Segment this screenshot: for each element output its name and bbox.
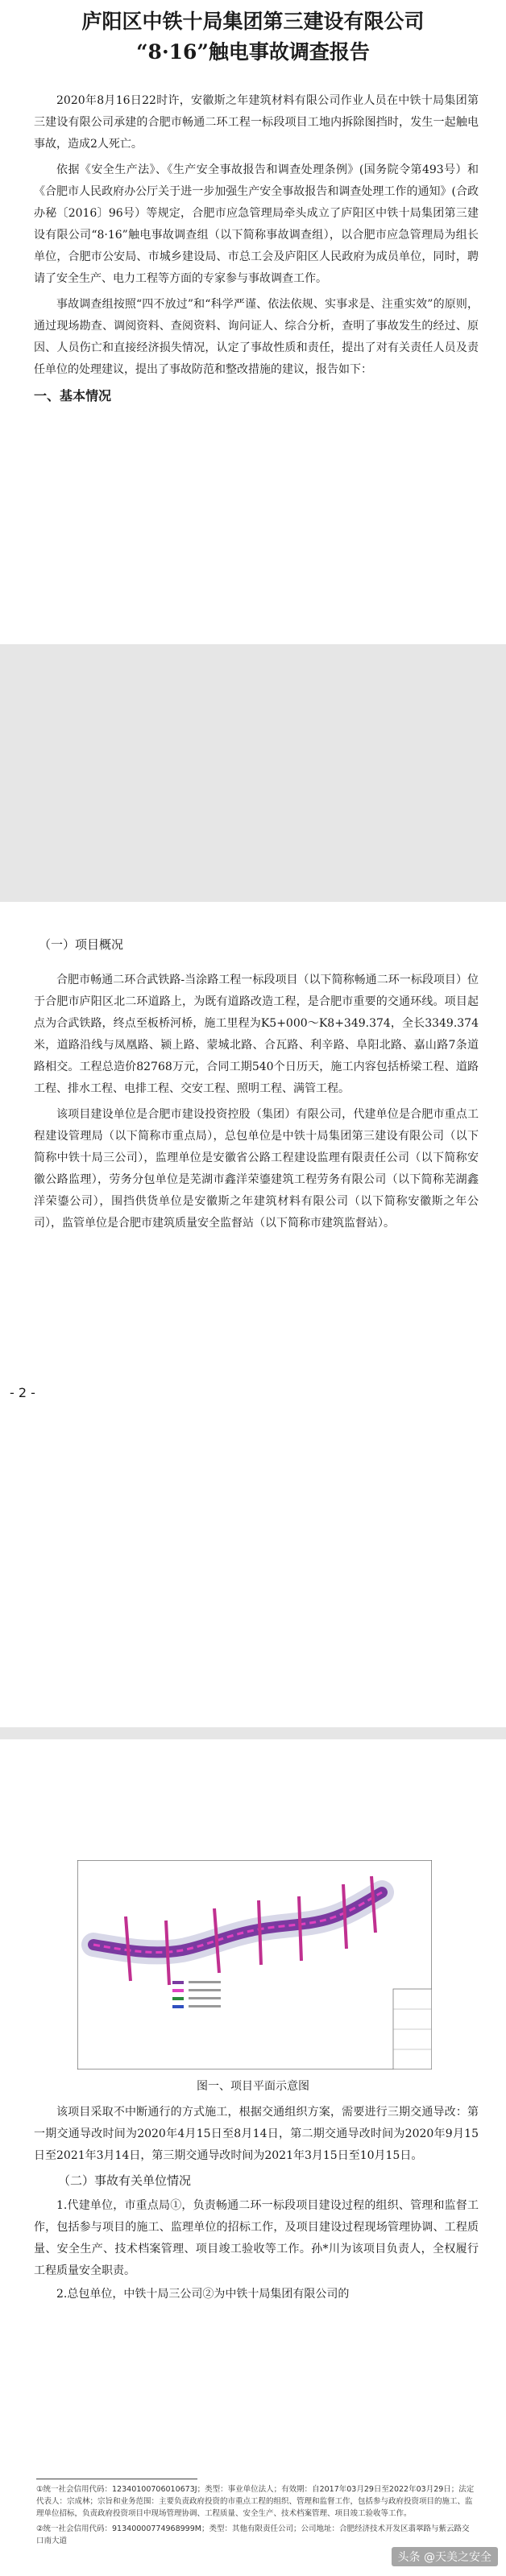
title-line-2: “8·16”触电事故调查报告 [136, 40, 370, 64]
intro-paragraph-2: 依据《安全生产法》、《生产安全事故报告和调查处理条例》(国务院令第493号）和《合肥市人民政府办公厅关于进一步加强生产安全事故报告和调查处理工作的通知》(合政办秘〔2016〕96号）等规定，合肥市应急管理局牵头成立了庐阳区中铁十局集团第三建设有限公司“8·16”触电事故调查组（以下简称事故调查组），以合肥市应急管理局为组长单位，合肥市公安局、市城乡建设局、市总工会及庐阳区人民政府为成员单位，同时，聘请了安全生产、电力工程等方面的专家参与事故调查工作。 [34, 163, 479, 285]
report-page-1 [0, 0, 506, 644]
footnote-2: ②统一社会信用代码：91340000774968999M；类型：其他有限责任公司；公司地址：合肥经济技术开发区翡翠路与紫云路交口南大道 [36, 2524, 470, 2545]
project-plan-map [77, 1860, 432, 2069]
footnote-1: ①统一社会信用代码：12340100706010673J；类型：事业单位法人；有效期：自2017年03月29日至2022年03月29日；法定代表人：宗成林；宗旨和业务范围：主要负责政府投资的市重点工程的组织、管理和监督工作，包括参与政府投资项目的施工、监理单位招标，负责政府投资项目中现场管理协调、工程质量、安全生产、技术档案管理、项目竣工验收等工作。 [36, 2485, 475, 2518]
watermark-logo: 头条 @天美之安全 [392, 2547, 498, 2566]
report-page-3 [0, 1739, 506, 2576]
project-overview-paragraph: 合肥市畅通二环合武铁路-当涂路工程一标段项目（以下简称畅通二环一标段项目）位于合肥市庐阳区北二环道路上，为既有道路改造工程，是合肥市重要的交通环线。项目起点为合武铁路，终点至板桥河桥，施工里程为K5+000～K8+349.374，全长3349.374米，道路沿线与凤凰路、颍上路、蒙城北路、合瓦路、利辛路、阜阳北路、嘉山路7条道路相交。工程总造价82768万元，合同工期540个日历天，施工内容包括桥梁工程、道路工程、排水工程、电排工程、交安工程、照明工程、满管工程。 [34, 974, 479, 1095]
footnotes [36, 2483, 475, 2547]
page3-body [34, 2102, 479, 2305]
report-title [0, 6, 506, 68]
intro-paragraph-1: 2020年8月16日22时许，安徽斯之年建筑材料有限公司作业人员在中铁十局集团第三建设有限公司承建的合肥市畅通二环工程一标段项目工地内拆除图挡时，发生一起触电事故，造成2人死亡。 [34, 94, 479, 151]
page2-body [34, 970, 479, 1234]
subsection-heading-units: （二）事故有关单位情况 [58, 2173, 192, 2188]
participating-units-paragraph: 该项目建设单位是合肥市建设投资控股（集团）有限公司，代建单位是合肥市重点工程建设管理局（以下简称市重点局），总包单位是中铁十局集团第三建设有限公司（以下简称中铁十局三公司），监理单位是安徽省公路工程建设监理有限责任公司（以下简称安徽公路监理），劳务分包单位是芜湖市鑫洋荣鎏建筑工程劳务有限公司（以下简称芜湖鑫洋荣鎏公司），围挡供货单位是安徽斯之年建筑材料有限公司（以下简称安徽斯之年公司），监管单位是合肥市建筑质量安全监督站（以下简称市建筑监督站）。 [34, 1108, 479, 1230]
intro-body [34, 90, 479, 404]
figure-caption: 图一、项目平面示意图 [197, 2080, 309, 2093]
report-page-2 [0, 902, 506, 1727]
traffic-diversion-paragraph: 该项目采取不中断通行的方式施工，根据交通组织方案，需要进行三期交通导改：第一期交通导改时间为2020年4月15日至8月14日，第二期交通导改时间为2020年9月15日至2021年3月14日，第三期交通导改时间为2021年3月15日至10月15日。 [34, 2106, 479, 2162]
unit-item-2: 2.总包单位，中铁十局三公司②为中铁十局集团有限公司的 [56, 2288, 350, 2301]
page-number: - 2 - [10, 1385, 35, 1400]
unit-item-1: 1.代建单位，市重点局①，负责畅通二环一标段项目建设过程的组织、管理和监督工作，包括参与项目的施工、监理单位的招标工作，及项目建设过程现场管理协调、工程质量、安全生产、技术档案管理、项目竣工验收等工作。孙*川为该项目负责人，全权履行工程质量安全职责。 [34, 2199, 479, 2277]
title-line-1: 庐阳区中铁十局集团第三建设有限公司 [81, 10, 425, 33]
intro-paragraph-3: 事故调查组按照“四不放过”和“科学严谨、依法依规、实事求是、注重实效”的原则，通过现场勘查、调阅资料、查阅资料、询问证人、综合分析，查明了事故发生的经过、原因、人员伤亡和直接经济损失情况，认定了事故性质和责任，提出了对有关责任人员及责任单位的处理建议，提出了事故防范和整改措施的建议，报告如下： [34, 298, 479, 376]
subsection-heading-project-overview: （一）项目概况 [39, 937, 124, 952]
section-heading-basic-info: 一、基本情况 [34, 388, 112, 403]
